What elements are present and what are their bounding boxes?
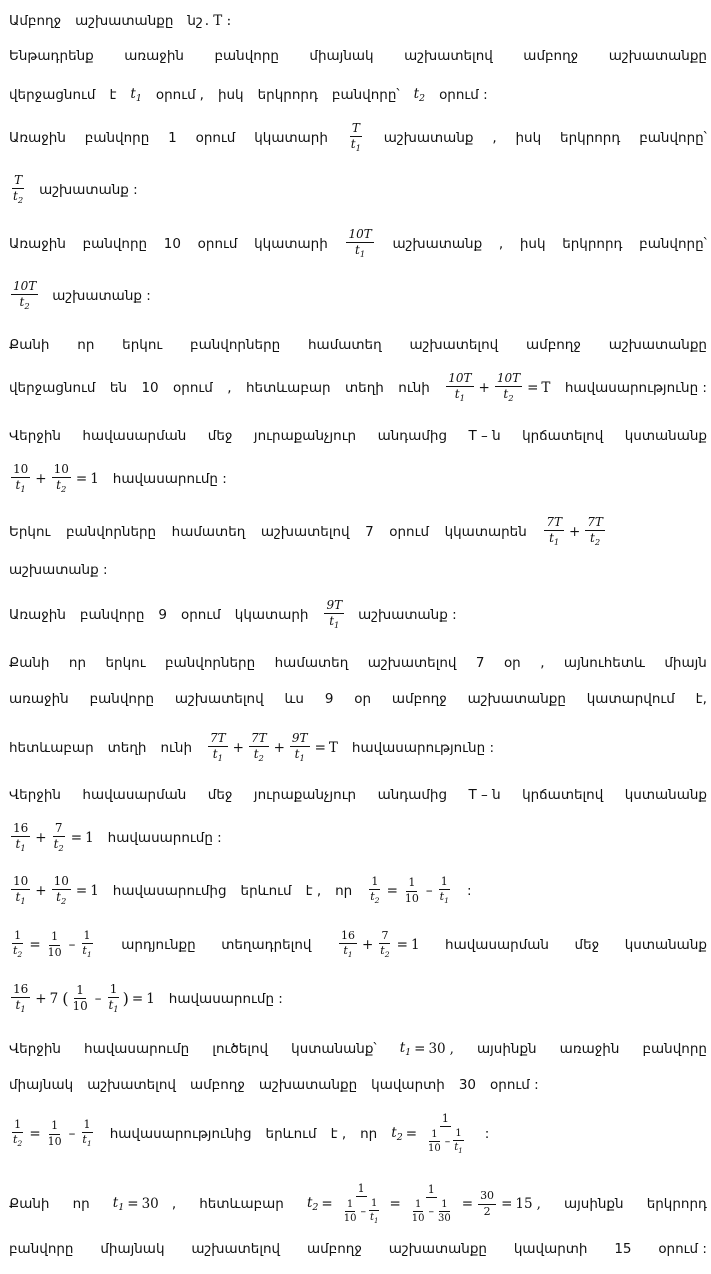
equation-10-10: $\frac{10}{t_1}$ + $\frac{10}{t_2}$ = 1	[13, 462, 99, 495]
para4-line1	[9, 334, 707, 356]
word: երկու	[105, 655, 146, 671]
word: աշխատելով	[260, 524, 350, 540]
word: աշխատանք :	[39, 182, 138, 198]
word: է ,	[330, 1126, 347, 1142]
word: Քանի	[9, 337, 50, 353]
word: 10	[163, 236, 181, 252]
word: լուծելով	[212, 1041, 269, 1057]
word: աշխատելով	[191, 1241, 281, 1257]
word: կավարտի	[513, 1241, 588, 1257]
word: 30	[458, 1077, 477, 1093]
para4-line2	[9, 368, 707, 408]
word: միայնակ	[100, 1241, 165, 1257]
word: 7	[365, 524, 374, 540]
word: անդամից	[377, 428, 448, 444]
word: երևում	[265, 1126, 317, 1142]
fraction-9T-t1: $\frac{9T}{t_1}$	[326, 598, 343, 631]
para12-line2	[9, 1074, 707, 1096]
word: հավասարման	[82, 787, 187, 803]
word: ամբողջ	[523, 48, 579, 64]
word: հավասարությունից	[109, 1126, 252, 1142]
word: աշխատելով	[367, 655, 457, 671]
word: է	[109, 87, 117, 103]
para2-line1	[9, 120, 707, 156]
word: անդամից	[377, 787, 448, 803]
word: մեջ	[574, 937, 600, 953]
para8-line2	[9, 688, 707, 710]
word: որ	[360, 1126, 378, 1142]
word: օր	[354, 691, 372, 707]
word: Ենթադրենք	[9, 48, 94, 64]
word: հավասարությունը :	[351, 740, 494, 756]
word: 9	[324, 691, 334, 707]
word: ևս	[284, 691, 304, 707]
word: օրում	[389, 524, 430, 540]
para5-line2	[9, 459, 707, 499]
word: յուրաքանչյուր	[253, 787, 357, 803]
word: հավասարումը :	[107, 830, 222, 846]
word: են	[109, 380, 128, 396]
word: ,	[492, 130, 497, 146]
word: առաջին	[124, 48, 184, 64]
word: տեղի	[345, 380, 384, 396]
equation-t2-result: $t_2$ = 1 $\frac{1}{10}$ – $\frac{1}{t_1}$ = 1 $\frac{1}{10}$ – $\frac{1}{30}$ = $\frac{30}{2}$ = 15 ,	[306, 1181, 541, 1225]
word: աշխատանք :	[9, 562, 108, 578]
word: 15	[614, 1241, 632, 1257]
word: ունի	[398, 380, 430, 396]
word: կկատարեն	[444, 524, 527, 540]
word: որ	[335, 883, 353, 899]
word: աշխատելով	[87, 1077, 176, 1093]
word: Վերջին	[9, 787, 61, 803]
word: միայն	[664, 655, 707, 671]
word: որ	[72, 1196, 90, 1212]
para5-line1	[9, 425, 707, 447]
word: ,	[171, 1196, 177, 1212]
word: ամբողջ	[306, 1241, 362, 1257]
para11-line1	[9, 925, 707, 965]
word: Քանի	[9, 1196, 50, 1212]
word: Երկու	[9, 524, 51, 540]
para14-line2	[9, 1238, 707, 1260]
word: է,	[695, 691, 707, 707]
word: հետևաբար	[9, 740, 94, 756]
word: աշխատանքը	[608, 337, 707, 353]
word: ունի	[160, 740, 193, 756]
word: բանվորը	[84, 130, 150, 146]
equation-t1-30: $t_1$ = 30	[112, 1195, 159, 1213]
word: հավասարությունը :	[564, 380, 707, 396]
heading-word: Ամբողջ	[9, 13, 62, 29]
word: օրում	[197, 236, 238, 252]
equation-1-t2: $\frac{1}{t_2}$ = $\frac{1}{10}$ – $\frac{1}{t_1}$	[13, 929, 92, 960]
word: երկրորդ	[562, 236, 623, 252]
word: ամբողջ	[525, 337, 581, 353]
word: երկրորդ	[257, 87, 318, 103]
word: օրում	[155, 87, 196, 103]
fraction-10T-t1: $\frac{10T}{t_1}$	[348, 227, 372, 260]
word: է ,	[305, 883, 322, 899]
word: համատեղ	[274, 655, 349, 671]
word: այսինքն	[476, 1041, 537, 1057]
word: Առաջին	[9, 130, 66, 146]
para9-line2	[9, 818, 707, 858]
word: Քանի	[9, 655, 50, 671]
word: համատեղ	[171, 524, 246, 540]
word: 7	[475, 655, 485, 671]
word: օրում :	[658, 1241, 707, 1257]
word: հետևաբար	[245, 380, 331, 396]
expression-7T: $\frac{7T}{t_1}$ + $\frac{7T}{t_2}$	[546, 515, 603, 548]
heading-word: նշ	[187, 13, 203, 29]
word: կստանանք	[624, 937, 707, 953]
word: բանվորները	[65, 524, 157, 540]
para10-line	[9, 871, 707, 911]
math-t2: $t_2$	[413, 86, 426, 104]
word: աշխատելով	[404, 48, 493, 64]
word: վերջացնում	[9, 380, 96, 396]
word: ,	[227, 380, 232, 396]
word: միայնակ	[309, 48, 374, 64]
word: տեղադրելով	[221, 937, 312, 953]
word: որ	[77, 337, 95, 353]
word: բանվորը	[82, 236, 148, 252]
equation-t1-30: $t_1$ = 30 ,	[399, 1040, 454, 1058]
para14-line1	[9, 1178, 707, 1230]
equation-10-10: $\frac{10}{t_1}$ + $\frac{10}{t_2}$ = 1	[13, 874, 99, 907]
word: օրում :	[490, 1077, 539, 1093]
para6-line1	[9, 512, 707, 552]
word: Վերջին	[9, 1041, 61, 1057]
equation-16-7: $\frac{16}{t_1}$ + $\frac{7}{t_2}$ = 1	[340, 929, 420, 960]
word: կրճատելով	[522, 428, 604, 444]
word: որ	[68, 655, 87, 671]
word: երկու	[122, 337, 163, 353]
word: բանվորը՝	[639, 130, 707, 146]
word: վերջացնում	[9, 87, 96, 103]
word: տեղի	[107, 740, 147, 756]
word: իսկ	[515, 130, 542, 146]
word: օր	[503, 655, 521, 671]
word: բանվորը	[9, 1241, 74, 1257]
word: T – ն	[468, 428, 501, 444]
word: առաջին	[559, 1041, 620, 1057]
math-t1: $t_1$	[130, 86, 142, 104]
word: ամբողջ	[189, 1077, 245, 1093]
word: կավարտի	[371, 1077, 445, 1093]
word: մեջ	[207, 787, 233, 803]
para1-line2	[9, 84, 707, 106]
word: բանվորը	[79, 607, 145, 623]
para2-line2	[9, 172, 707, 208]
word: արդյունքը	[121, 937, 196, 953]
word: Առաջին	[9, 607, 66, 623]
word: կկատարի	[254, 236, 328, 252]
word: իսկ	[217, 87, 244, 103]
equation-t2-expression: $t_2$ = 1 $\frac{1}{10}$ – $\frac{1}{t_1}$	[391, 1111, 463, 1155]
equation-1-t2: $\frac{1}{t_2}$ = $\frac{1}{10}$ – $\frac{1}{t_1}$	[370, 875, 449, 906]
para3-line2	[9, 278, 707, 314]
word: աշխատանքը	[388, 1241, 487, 1257]
para12-line1	[9, 1038, 707, 1060]
word: կկատարի	[254, 130, 328, 146]
word: կատարվում	[586, 691, 675, 707]
fraction-T-t1: $\frac{T}{t_1}$	[350, 121, 361, 154]
word: բանվորը՝	[639, 236, 707, 252]
word: ,	[199, 87, 204, 103]
word: բանվորը	[89, 691, 155, 707]
word: կստանանք	[624, 428, 707, 444]
word: հավասարումից	[112, 883, 227, 899]
para13-line	[9, 1108, 707, 1160]
word: երկրորդ	[646, 1196, 707, 1212]
heading-word: . T :	[204, 13, 232, 29]
word: աշխատանք :	[52, 288, 151, 304]
para6-line2	[9, 559, 707, 581]
equation-7-7-9: $\frac{7T}{t_1}$ + $\frac{7T}{t_2}$ + $\frac{9T}{t_1}$ = T	[210, 731, 338, 764]
word: հավասարումը	[84, 1041, 190, 1057]
word: առաջին	[9, 691, 69, 707]
equation-1-t2: $\frac{1}{t_2}$ = $\frac{1}{10}$ – $\frac{1}{t_1}$	[13, 1118, 92, 1149]
word: աշխատանքը	[258, 1077, 358, 1093]
word: բանվորը՝	[331, 87, 400, 103]
word: հետևաբար	[199, 1196, 284, 1212]
word: հավասարումը :	[168, 991, 283, 1007]
para11-line2	[9, 979, 707, 1019]
word: Առաջին	[9, 236, 66, 252]
word: :	[484, 1126, 490, 1142]
para3-line1	[9, 226, 707, 262]
word: կստանանք	[624, 787, 707, 803]
equation-substituted: $\frac{16}{t_1}$ + 7 ( $\frac{1}{10}$ – $\frac{1}{t_1}$ ) = 1	[13, 982, 155, 1015]
word: երկրորդ	[560, 130, 621, 146]
heading	[9, 10, 707, 32]
word: օրում	[181, 607, 221, 623]
para8-line1	[9, 652, 707, 674]
para9-line1	[9, 784, 707, 806]
word: հավասարման	[445, 937, 549, 953]
word: այնուհետև	[563, 655, 645, 671]
word: երևում	[240, 883, 292, 899]
word: 1	[168, 130, 177, 146]
para8-line3	[9, 726, 707, 770]
heading-word: աշխատանքը	[75, 13, 174, 29]
word: կստանանք՝	[291, 1041, 377, 1057]
para7-line1	[9, 595, 707, 635]
word: հավասարման	[82, 428, 187, 444]
equation-combined-work: $\frac{10T}{t_1}$ + $\frac{10T}{t_2}$ = T	[448, 371, 551, 404]
word: Վերջին	[9, 428, 61, 444]
word: այսինքն	[563, 1196, 624, 1212]
word: յուրաքանչյուր	[253, 428, 357, 444]
word: աշխատելով	[174, 691, 264, 707]
word: օրում	[173, 380, 213, 396]
para1-line1	[9, 45, 707, 67]
equation-16-7: $\frac{16}{t_1}$ + $\frac{7}{t_2}$ = 1	[13, 821, 94, 854]
word: հավասարումը :	[112, 471, 227, 487]
word: բանվորները	[190, 337, 281, 353]
word: կկատարի	[234, 607, 309, 623]
word: 10	[141, 380, 159, 396]
word: համատեղ	[307, 337, 382, 353]
word: աշխատանք	[392, 236, 483, 252]
word: 9	[158, 607, 168, 623]
word: ամբողջ	[391, 691, 447, 707]
word: միայնակ	[9, 1077, 74, 1093]
word: աշխատելով	[409, 337, 499, 353]
word: օրում :	[439, 87, 488, 103]
word: բանվորները	[165, 655, 256, 671]
word: կրճատելով	[522, 787, 604, 803]
word: աշխատանք :	[358, 607, 457, 623]
word: աշխատանքը	[608, 48, 707, 64]
word: ,	[498, 236, 504, 252]
word: մեջ	[207, 428, 233, 444]
word: աշխատանք	[383, 130, 474, 146]
word: օրում	[195, 130, 236, 146]
word: ,	[540, 655, 545, 671]
word: T – ն	[468, 787, 501, 803]
word: բանվորը	[214, 48, 279, 64]
word: իսկ	[519, 236, 546, 252]
fraction-10T-t2: $\frac{10T}{t_2}$	[13, 279, 37, 312]
word: բանվորը	[642, 1041, 707, 1057]
word: աշխատանքը	[467, 691, 566, 707]
word: :	[466, 883, 472, 899]
fraction-T-t2: $\frac{T}{t_2}$	[13, 173, 24, 206]
